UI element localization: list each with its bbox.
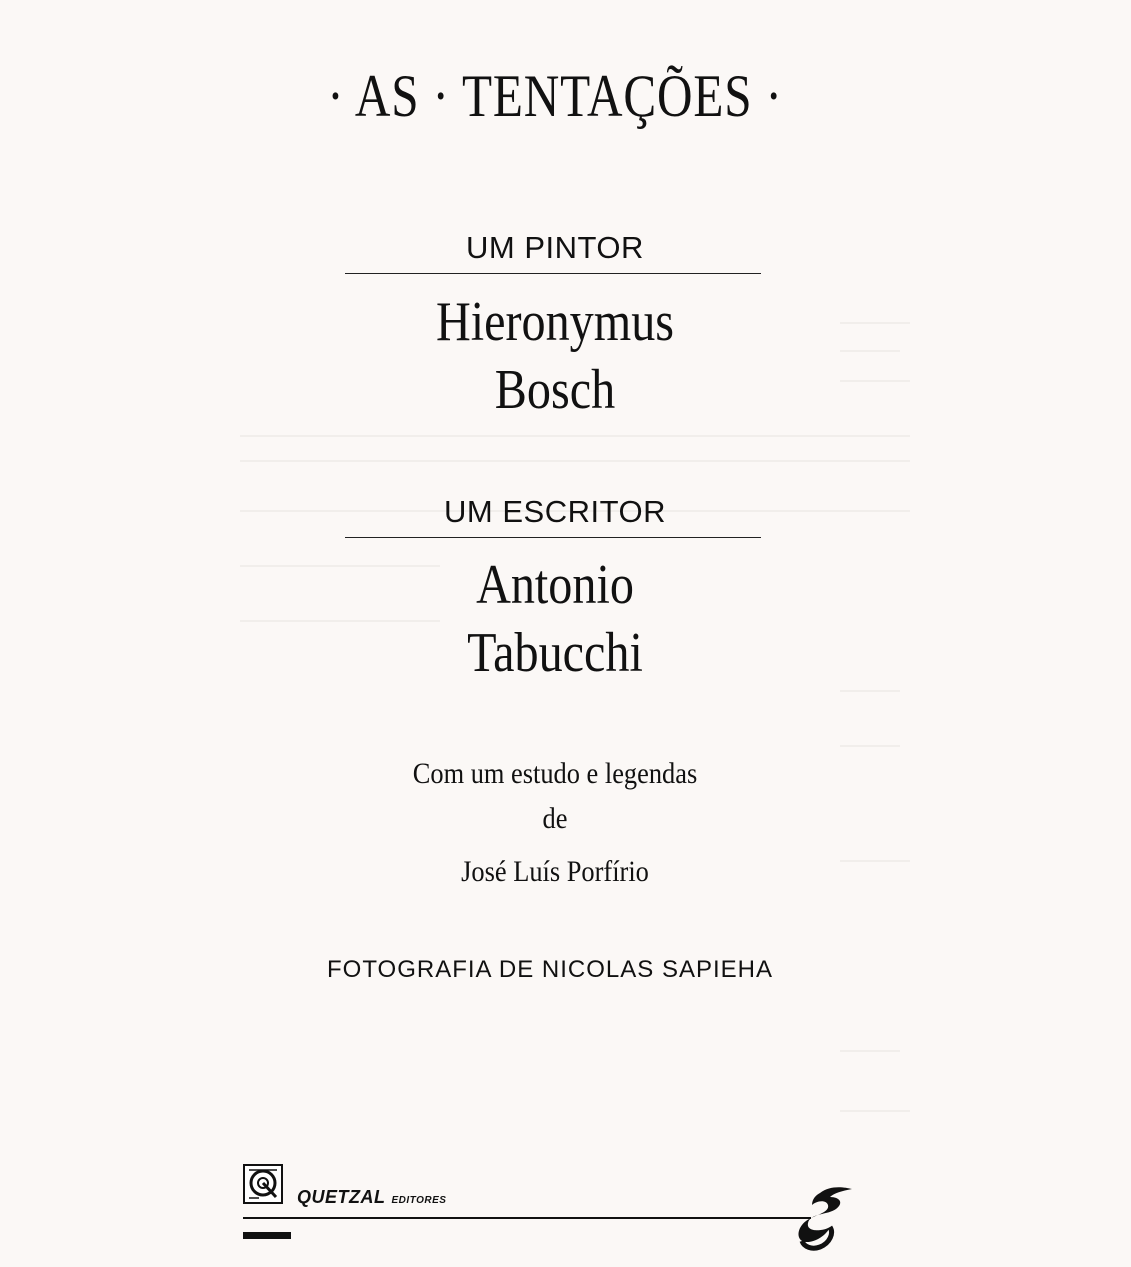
writer-last-name: Tabucchi xyxy=(467,622,643,684)
photography-credit: FOTOGRAFIA DE NICOLAS SAPIEHA xyxy=(327,956,773,983)
publisher-name-main: QUETZAL xyxy=(297,1187,386,1207)
quetzal-q-icon xyxy=(245,1166,281,1202)
footer-bar xyxy=(243,1232,291,1239)
writer-label: UM ESCRITOR xyxy=(444,494,666,529)
bleed-mark xyxy=(840,1050,900,1052)
publisher-name xyxy=(297,1187,446,1208)
painter-label: UM PINTOR xyxy=(466,230,644,265)
bleed-mark xyxy=(840,690,900,692)
publisher-logo-icon xyxy=(243,1164,283,1204)
book-title: · AS · TENTAÇÕES · xyxy=(327,63,783,129)
study-credit-line: Com um estudo e legendas xyxy=(412,757,698,790)
painter-last-name: Bosch xyxy=(494,359,616,421)
painter-divider xyxy=(345,273,761,274)
bleed-mark xyxy=(840,745,900,747)
study-author: José Luís Porfírio xyxy=(461,855,649,888)
serpent-emblem-icon xyxy=(790,1183,854,1251)
writer-divider xyxy=(345,537,761,538)
publisher-name-suffix: EDITORES xyxy=(391,1195,447,1206)
painter-first-name: Hieronymus xyxy=(435,291,675,353)
writer-first-name: Antonio xyxy=(476,554,634,616)
bleed-mark xyxy=(240,435,910,437)
bleed-mark xyxy=(840,1110,910,1112)
bleed-mark xyxy=(240,460,910,462)
study-credit-preposition: de xyxy=(542,802,568,835)
footer-rule xyxy=(243,1217,811,1219)
